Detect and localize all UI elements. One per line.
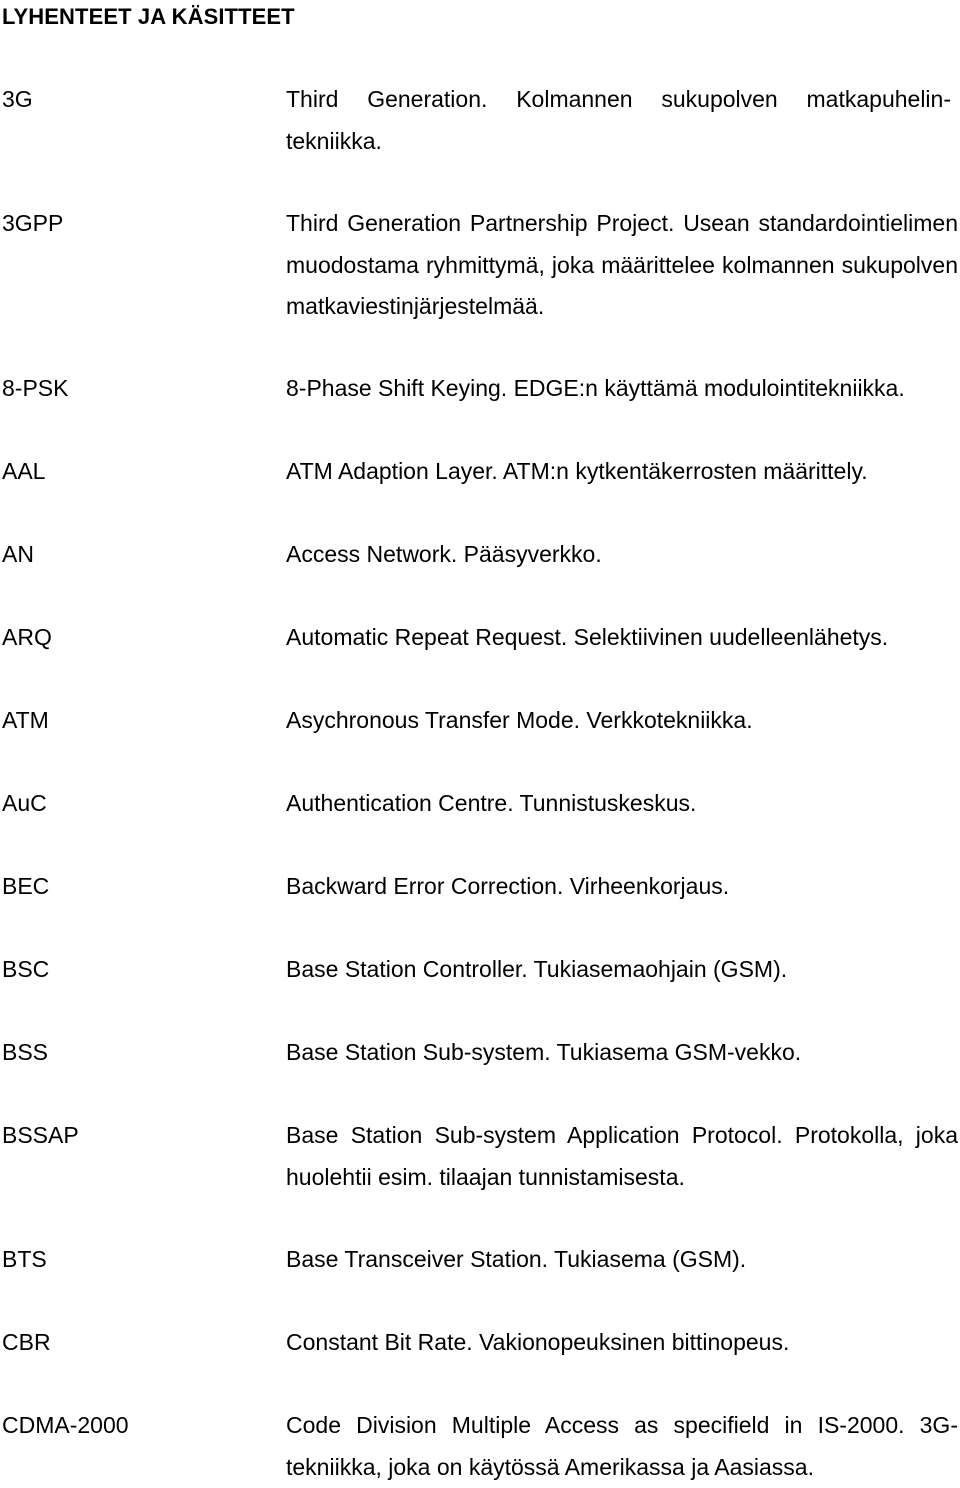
glossary-term: ARQ xyxy=(2,624,52,650)
glossary-definition: Backward Error Correction. Virheenkorjaus. xyxy=(286,873,730,899)
glossary-term: CBR xyxy=(2,1329,51,1355)
glossary-term: 8-PSK xyxy=(2,375,69,401)
glossary-term: AAL xyxy=(2,458,46,484)
glossary-term: BSSAP xyxy=(2,1122,79,1148)
glossary-term: 3G xyxy=(2,86,33,112)
glossary-definition: ATM Adaption Layer. ATM:n kytkentäkerrosten määrittely. xyxy=(286,458,868,484)
glossary-definition: Code Division Multiple Access as specifield in IS-2000. 3G-tekniikka, joka on käytössä Amerikassa ja Aasiassa. xyxy=(286,1412,958,1480)
glossary-definition: Constant Bit Rate. Vakionopeuksinen bittinopeus. xyxy=(286,1329,790,1355)
glossary-definition: Base Station Controller. Tukiasemaohjain (GSM). xyxy=(286,956,788,982)
glossary-term: AuC xyxy=(2,790,47,816)
glossary-term: BSC xyxy=(2,956,50,982)
glossary-term: BEC xyxy=(2,873,50,899)
glossary-term: BTS xyxy=(2,1246,47,1272)
glossary-definition: Authentication Centre. Tunnistuskeskus. xyxy=(286,790,697,816)
glossary-definition: Access Network. Pääsyverkko. xyxy=(286,541,602,567)
glossary-term: CDMA-2000 xyxy=(2,1412,129,1438)
glossary-definition: 8-Phase Shift Keying. EDGE:n käyttämä modulointitekniikka. xyxy=(286,375,905,401)
glossary-definition: Automatic Repeat Request. Selektiivinen uudelleenlähetys. xyxy=(286,624,889,650)
glossary-definition: Base Station Sub-system Application Protocol. Protokolla, joka huolehtii esim. tilaajan tunnistamisesta. xyxy=(286,1122,958,1190)
glossary-definition: Asychronous Transfer Mode. Verkkotekniikka. xyxy=(286,707,753,733)
glossary-definition: Base Transceiver Station. Tukiasema (GSM). xyxy=(286,1246,747,1272)
glossary-term: 3GPP xyxy=(2,210,64,236)
glossary-definition: Base Station Sub-system. Tukiasema GSM-vekko. xyxy=(286,1039,802,1065)
glossary-definition: Third Generation Partnership Project. Usean standardointielimen muodostama ryhmittymä, joka määrittelee kolmannen sukupolven matkaviestinjärjestelmää. xyxy=(286,210,958,319)
glossary-term: BSS xyxy=(2,1039,49,1065)
page-title: LYHENTEET JA KÄSITTEET xyxy=(2,4,295,29)
glossary-term: ATM xyxy=(2,707,49,733)
glossary-definition: Third Generation. Kolmannen sukupolven matkapuhelin-tekniikka. xyxy=(286,86,951,154)
glossary-term: AN xyxy=(2,541,34,567)
